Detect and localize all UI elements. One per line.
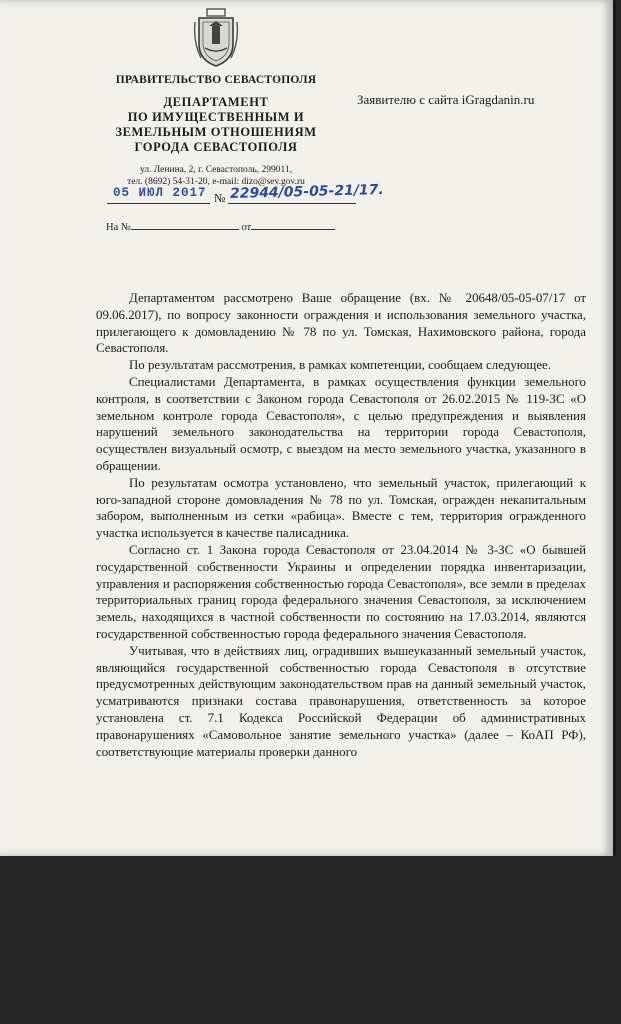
- body-paragraph: По результатам осмотра установлено, что земельный участок, прилегающий к юго-западной стороне домовладения № 78 по ул. Томская, огражден некапитальным забором, выполненным из сетки «рабица». Вместе с тем, территория огражденного участка используется в качестве палисадника.: [96, 475, 586, 541]
- recipient: Заявителю с сайта iGragdanin.ru: [357, 92, 535, 107]
- department-line: ПО ИМУЩЕСТВЕННЫМ И: [127, 110, 305, 124]
- body-paragraph: Учитывая, что в действиях лиц, оградивших вышеуказанный земельный участок, являющийся государственной собственностью города Севастополя в отсутствие предусмотренных действующим законодательством прав на данный земельный участок, усматриваются признаки состава правонарушения, ответственность за которое установлена ст. 7.1 Кодекса Российской Федерации об административных правонарушениях «Самовольное занятие земельного участка» (далее – КоАП РФ), соответствующие материалы проверки данного: [96, 643, 586, 759]
- number-label: №: [214, 191, 226, 205]
- registration-number: 22944/05-05-21/17.: [229, 181, 384, 202]
- letterhead: [100, 74, 332, 188]
- body-paragraph: Специалистами Департамента, в рамках осуществления функции земельного контроля, в соответствии с Законом города Севастополя от 26.02.2015 № 119-ЗС «О земельном контроле города Севастополя», с целью предупреждения и выявления нарушений земельного законодательства на территории города Севастополя, осуществлен визуальный осмотр, с выездом на место земельного участка, указанного в обращении.: [96, 374, 586, 473]
- government-name: ПРАВИТЕЛЬСТВО СЕВАСТОПОЛЯ: [115, 74, 317, 86]
- number-underline: [228, 203, 356, 204]
- reference-number-blank: [131, 218, 239, 230]
- date-underline: [107, 203, 210, 204]
- department-line: ГОРОДА СЕВАСТОПОЛЯ: [134, 140, 298, 154]
- contact-line: тел. (8692) 54-31-20, e-mail: dizo@sev.gov.ru: [127, 177, 305, 187]
- body-paragraph: Департаментом рассмотрено Ваше обращение (вх. № 20648/05-05-07/17 от 09.06.2017), по вопросу законности ограждения и использования земельного участка, прилегающего к домовладению № 78 по ул. Томская, Нахимовского района, города Севастополя.: [96, 291, 586, 356]
- letter-body: [96, 290, 586, 760]
- date-stamp: 05 ИЮЛ 2017: [113, 186, 207, 200]
- department-line: ДЕПАРТАМЕНТ: [163, 95, 269, 109]
- department-name: [100, 95, 332, 155]
- reference-number-label: На №: [106, 222, 131, 233]
- reference-date-label: от: [241, 222, 252, 233]
- reference-date-blank: [251, 218, 335, 230]
- address-line: ул. Ленина, 2, г. Севастополь, 299011,: [139, 165, 292, 175]
- department-line: ЗЕМЕЛЬНЫМ ОТНОШЕНИЯМ: [115, 125, 317, 139]
- body-paragraph: По результатам рассмотрения, в рамках компетенции, сообщаем следующее.: [129, 358, 551, 373]
- reference-line: [106, 218, 335, 233]
- body-paragraph: Согласно ст. 1 Закона города Севастополя от 23.04.2014 № 3-ЗС «О бывшей государственной собственности Украины и определении порядка инвентаризации, управления и распоряжения собственностью города Севастополя», все земли в пределах территориальных границ города федерального значения Севастополя, за исключением земель, находящихся в частной собственности по состоянию на 17.03.2014, являются государственной собственностью города федерального значения Севастополя.: [96, 542, 586, 641]
- sevastopol-coat-of-arms-icon: [193, 8, 239, 68]
